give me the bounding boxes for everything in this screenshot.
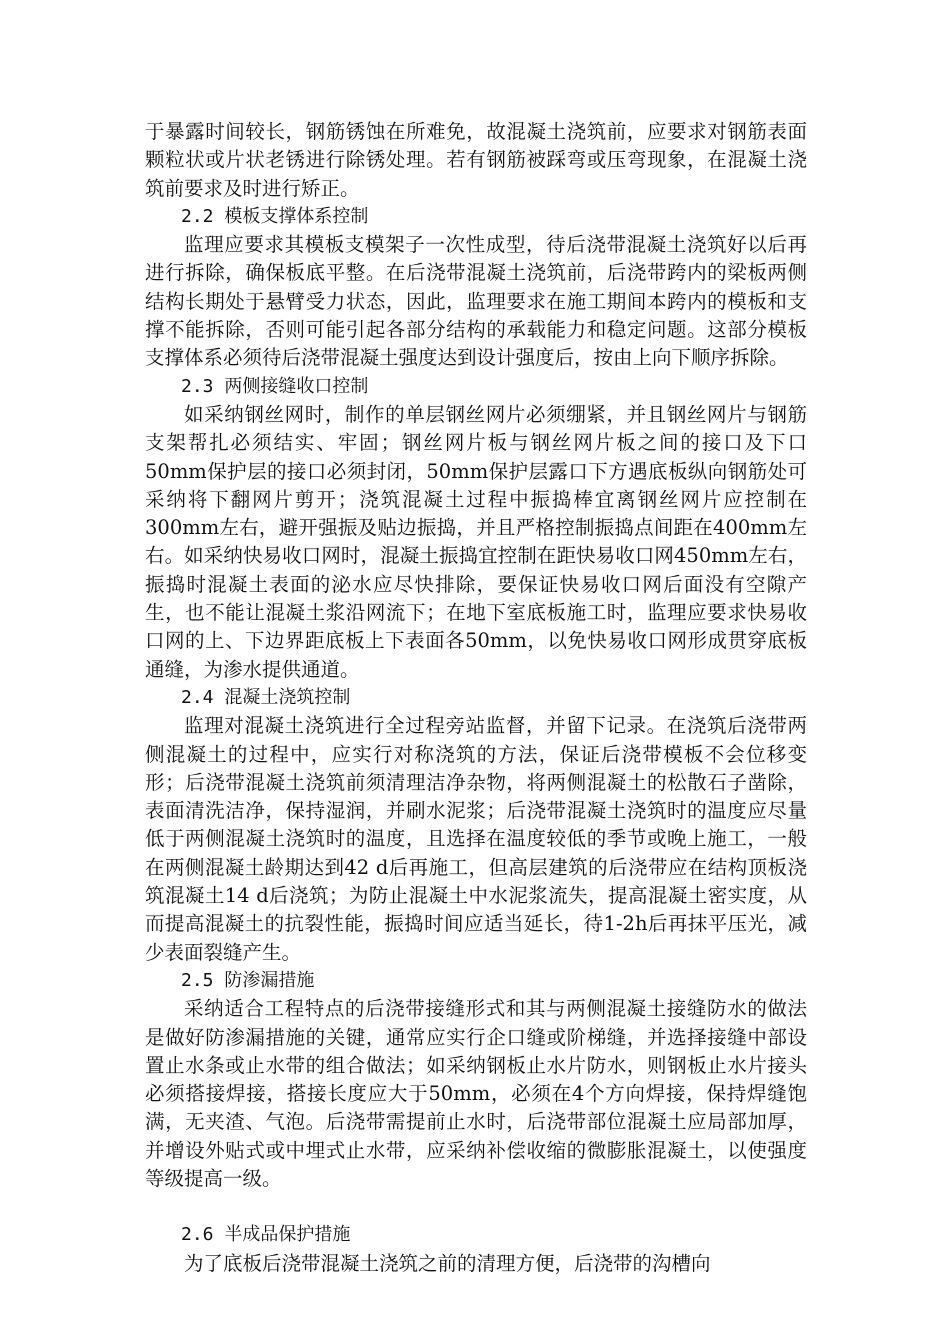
section-heading-2-2: 2.2 模板支撑体系控制 xyxy=(181,205,369,227)
section-heading-2-6: 2.6 半成品保护措施 xyxy=(181,1224,351,1246)
section-body-2-6: 为了底板后浇带混凝土浇筑之前的清理方便，后浇带的沟槽向 xyxy=(184,1251,711,1275)
section-heading-2-5: 2.5 防渗漏措施 xyxy=(181,969,315,991)
section-heading-2-3: 2.3 两侧接缝收口控制 xyxy=(181,375,369,397)
section-heading-2-4: 2.4 混凝土浇筑控制 xyxy=(181,686,351,708)
section-body-2-4: 监理对混凝土浇筑进行全过程旁站监督，并留下记录。在浇筑后浇带两侧混凝土的过程中，应实行对称浇筑的方法，保证后浇带模板不会位移变形；后浇带混凝土浇筑前须清理洁净杂物，将两侧混凝土的松散石子凿除，表面清洗洁净，保持湿润，并刷水泥浆；后浇带混凝土浇筑时的温度应尽量低于两侧混凝土浇筑时的温度，且选择在温度较低的季节或晚上施工，一般在两侧混凝土龄期达到42 d后再施工，但高层建筑的后浇带应在结构顶板浇筑混凝土14 d后浇筑；为防止混凝土中水泥浆流失，提高混凝土密实度，从而提高混凝土的抗裂性能，振捣时间应适当延长，待1-2h后再抹平压光，减少表面裂缝产生。 xyxy=(145,714,807,964)
intro-paragraph: 于暴露时间较长，钢筋锈蚀在所难免，故混凝土浇筑前，应要求对钢筋表面颗粒状或片状老锈进行除锈处理。若有钢筋被踩弯或压弯现象，在混凝土浇筑前要求及时进行矫正。 xyxy=(145,120,807,200)
section-body-2-2: 监理应要求其模板支模架子一次性成型，待后浇带混凝土浇筑好以后再进行拆除，确保板底平整。在后浇带混凝土浇筑前，后浇带跨内的梁板两侧结构长期处于悬臂受力状态，因此，监理要求在施工期间本跨内的模板和支撑不能拆除，否则可能引起各部分结构的承载能力和稳定问题。这部分模板支撑体系必须待后浇带混凝土强度达到设计强度后，按由上向下顺序拆除。 xyxy=(145,233,807,370)
section-body-2-5: 采纳适合工程特点的后浇带接缝形式和其与两侧混凝土接缝防水的做法是做好防渗漏措施的关键，通常应实行企口缝或阶梯缝，并选择接缝中部设置止水条或止水带的组合做法；如采纳钢板止水片防水，则钢板止水片接头必须搭接焊接，搭接长度应大于50mm，必须在4个方向焊接，保持焊缝饱满，无夹渣、气泡。后浇带需提前止水时，后浇带部位混凝土应局部加厚，并增设外贴式或中埋式止水带，应采纳补偿收缩的微膨胀混凝土，以使强度等级提高一级。 xyxy=(145,997,807,1190)
document-page xyxy=(145,118,807,1278)
section-body-2-3: 如采纳钢丝网时，制作的单层钢丝网片必须绷紧，并且钢丝网片与钢筋支架帮扎必须结实、牢固；钢丝网片板与钢丝网片板之间的接口及下口50mm保护层的接口必须封闭，50mm保护层露口下方遇底板纵向钢筋处可采纳将下翻网片剪开；浇筑混凝土过程中振捣棒宜离钢丝网片应控制在300mm左右，避开强振及贴边振捣，并且严格控制振捣点间距在400mm左右。如采纳快易收口网时，混凝土振捣宜控制在距快易收口网450mm左右，振捣时混凝土表面的泌水应尽快排除，要保证快易收口网后面没有空隙产生，也不能让混凝土浆沿网流下；在地下室底板施工时，监理应要求快易收口网的上、下边界距底板上下表面各50mm，以免快易收口网形成贯穿底板通缝，为渗水提供通道。 xyxy=(145,402,807,681)
